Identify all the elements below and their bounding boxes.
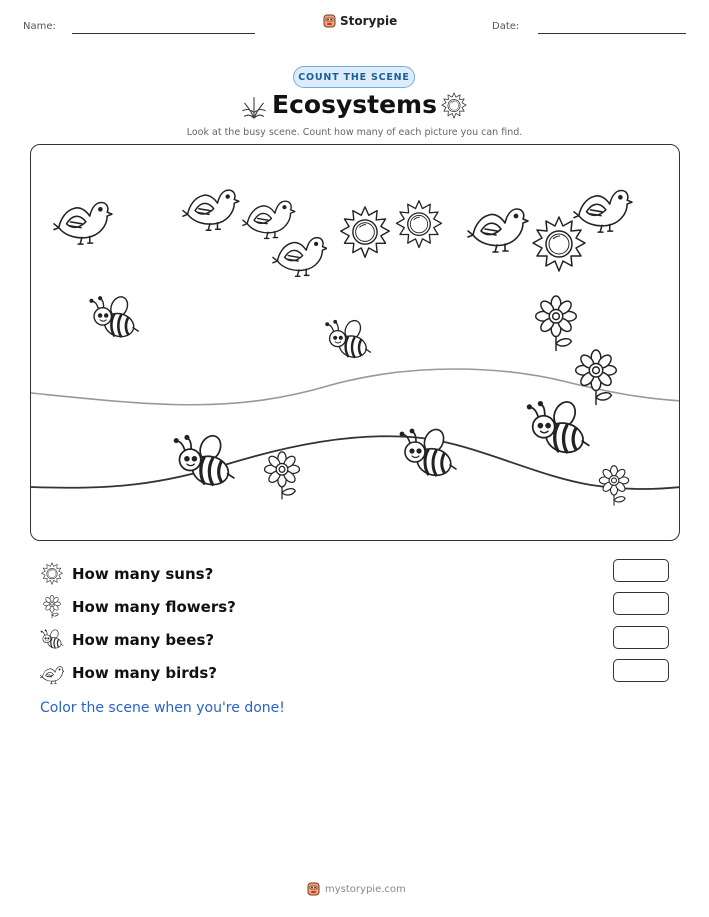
bird xyxy=(273,238,327,277)
bee xyxy=(90,294,138,340)
name-field[interactable] xyxy=(72,33,255,34)
brand xyxy=(323,13,397,29)
scene-drawing xyxy=(31,145,680,541)
bee xyxy=(400,426,456,479)
count-the-scene-badge: COUNT THE SCENE xyxy=(293,66,415,88)
date-field[interactable] xyxy=(538,33,686,34)
flower xyxy=(576,350,617,405)
question-birds xyxy=(40,661,217,685)
flower xyxy=(536,296,577,351)
bird xyxy=(243,201,295,238)
bee xyxy=(528,398,589,456)
answer-box-flowers[interactable] xyxy=(613,592,669,615)
storypie-logo-icon xyxy=(307,881,320,897)
bird xyxy=(574,191,632,233)
sun xyxy=(341,207,390,257)
sun-icon xyxy=(40,562,64,586)
bee-icon xyxy=(40,628,64,652)
sun-icon xyxy=(440,92,468,120)
answer-box-bees[interactable] xyxy=(613,626,669,649)
bird xyxy=(183,190,239,230)
question-flowers xyxy=(40,595,236,619)
sun xyxy=(533,217,585,271)
bird xyxy=(468,209,528,252)
question-text: How many bees? xyxy=(72,631,215,649)
instructions: Look at the busy scene. Count how many of each picture you can find. xyxy=(186,127,523,138)
flower-icon xyxy=(40,595,64,619)
storypie-logo-icon xyxy=(323,13,336,29)
flower xyxy=(599,466,628,506)
sun xyxy=(396,201,441,248)
scene-panel xyxy=(30,144,680,541)
brand-name: Storypie xyxy=(340,14,398,28)
answer-box-birds[interactable] xyxy=(613,659,669,682)
name-label: Name: xyxy=(23,21,56,32)
date-label: Date: xyxy=(492,21,520,32)
bird-icon xyxy=(40,661,64,685)
bird xyxy=(54,203,112,245)
flower xyxy=(265,452,300,500)
page-title: Ecosystems xyxy=(272,90,437,119)
bee xyxy=(326,318,370,360)
question-text: How many suns? xyxy=(72,565,214,583)
bee xyxy=(175,432,234,488)
footer-url[interactable]: mystorypie.com xyxy=(325,883,406,895)
question-text: How many birds? xyxy=(72,664,218,682)
answer-box-suns[interactable] xyxy=(613,559,669,582)
color-instruction: Color the scene when you're done! xyxy=(40,700,285,716)
question-bees xyxy=(40,628,214,652)
question-suns xyxy=(40,562,213,586)
question-text: How many flowers? xyxy=(72,598,236,616)
footer xyxy=(307,881,406,897)
